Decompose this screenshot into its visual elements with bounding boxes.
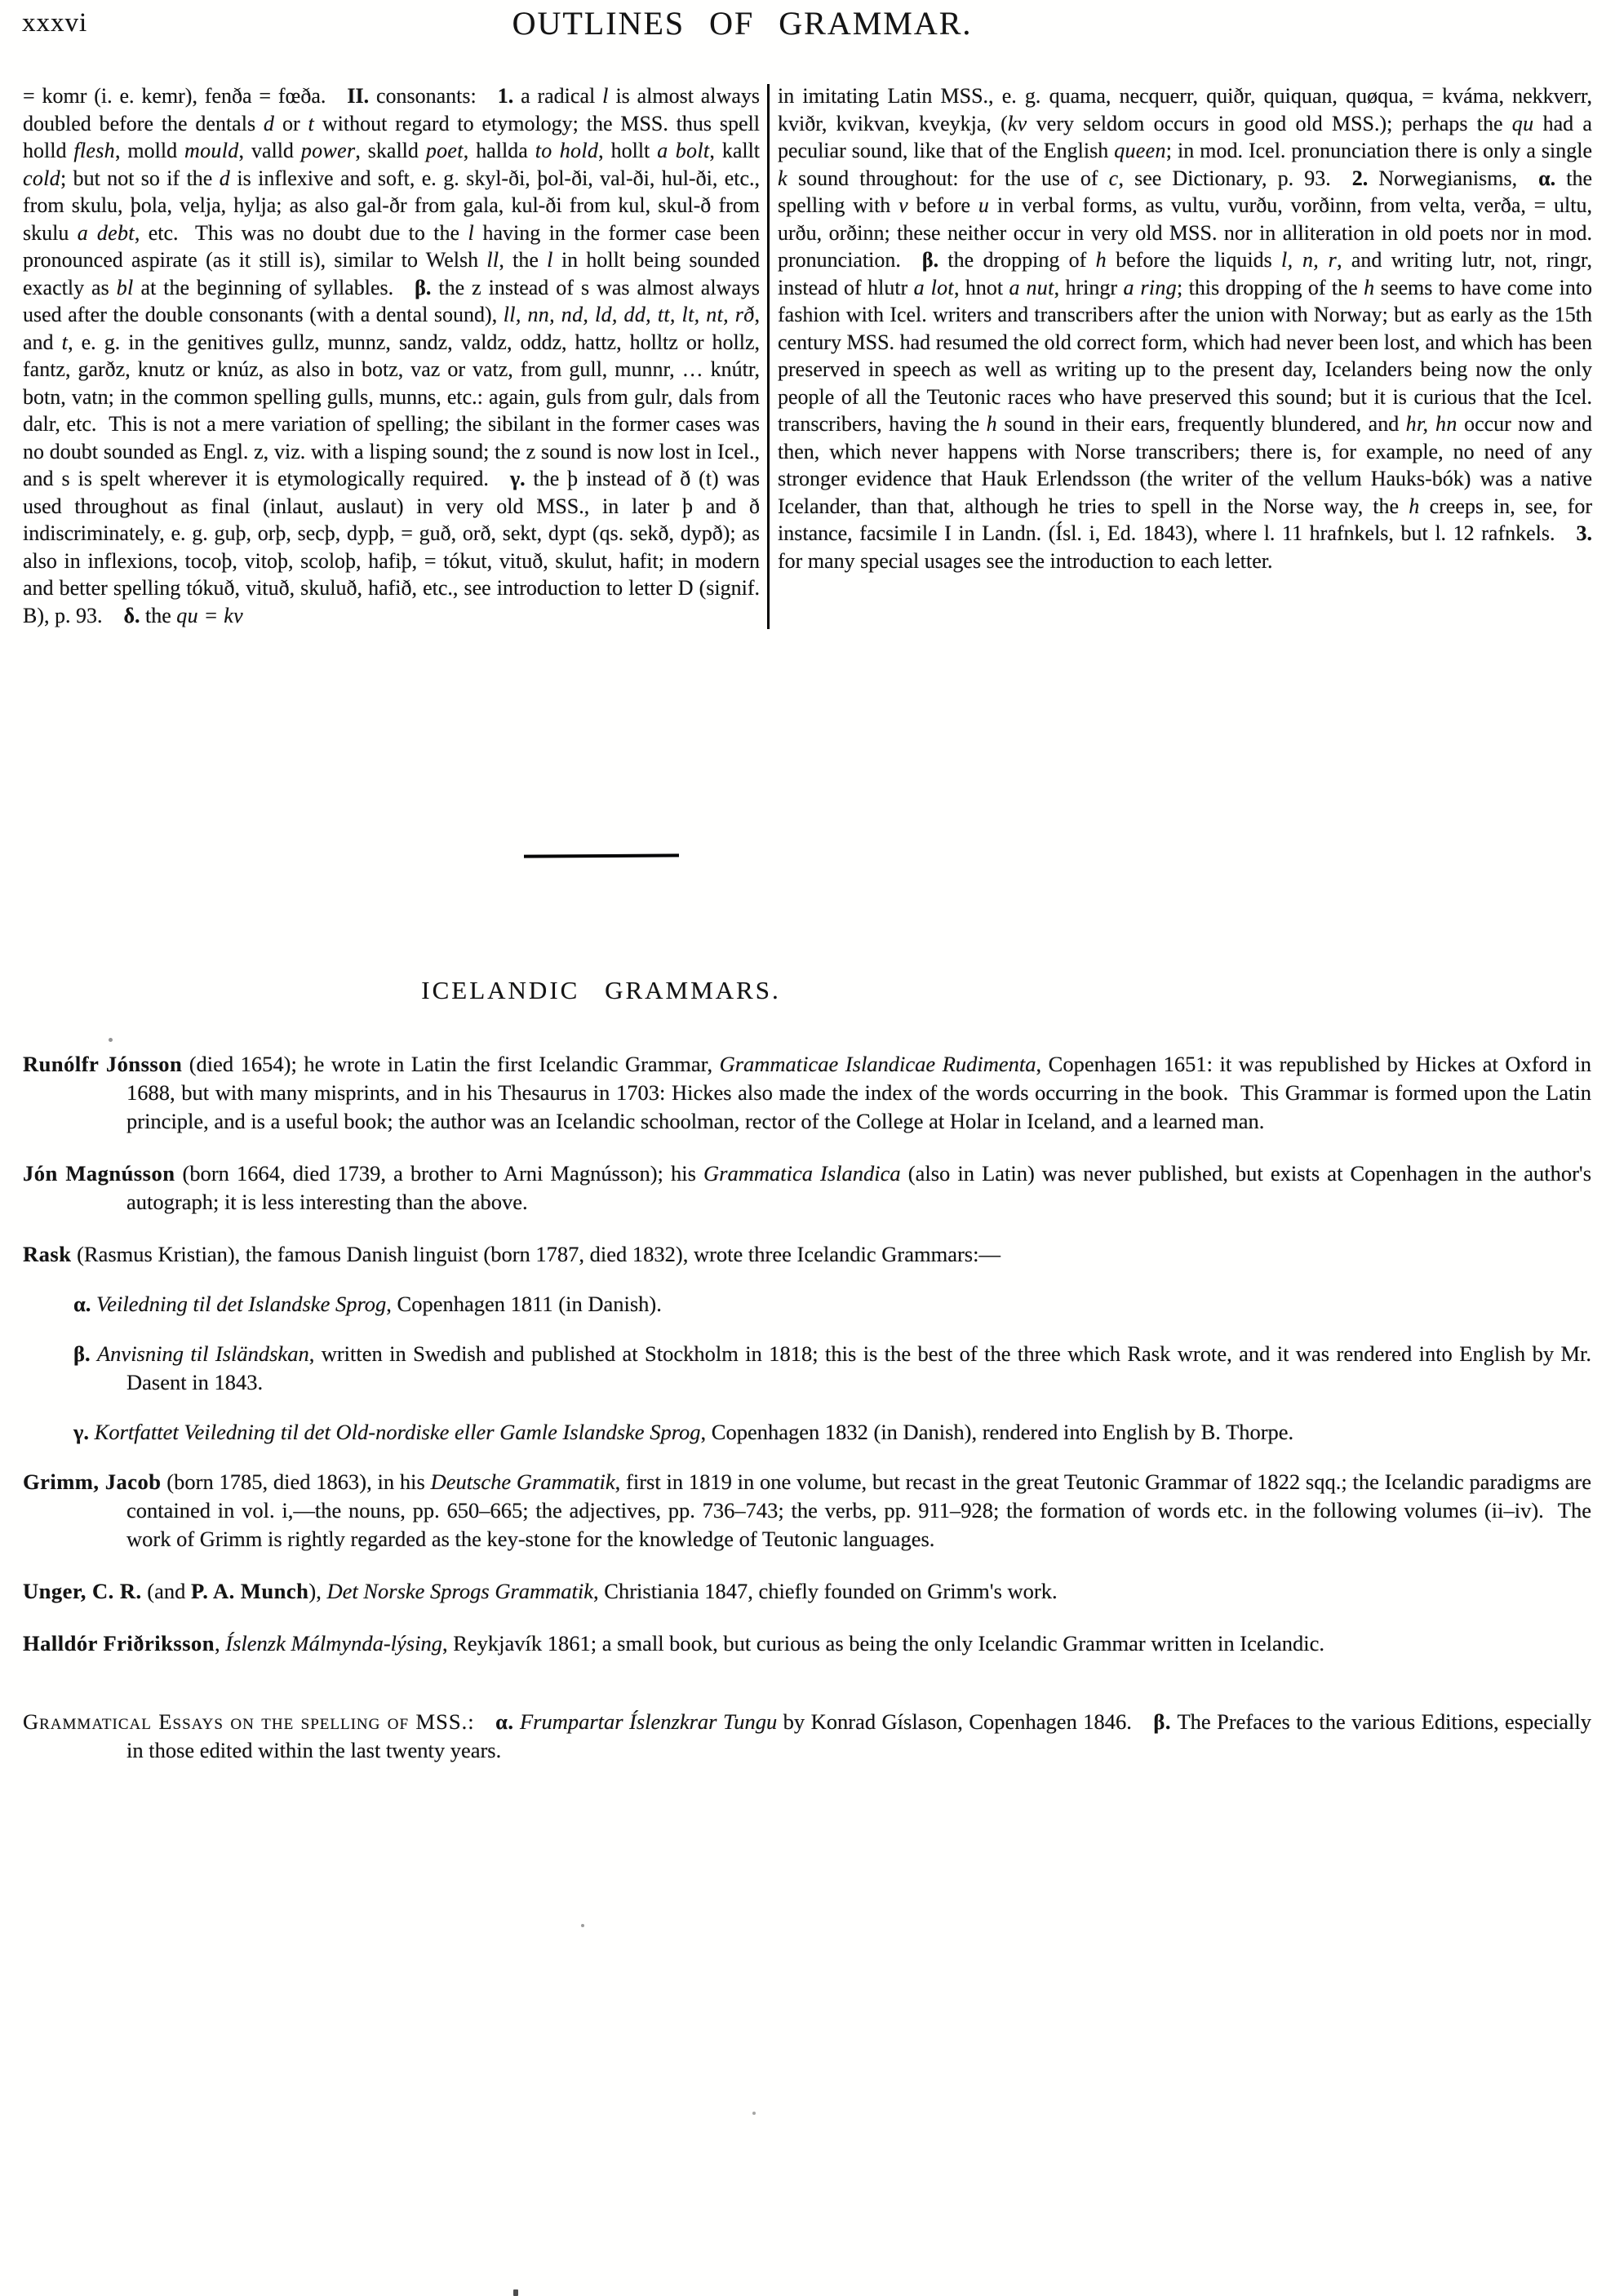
intro-two-column-section: [23, 82, 1592, 629]
bibliography-entry-jon-magnusson: Jón Magnússon (born 1664, died 1739, a brother to Arni Magnússon); his Grammatica Islandica (also in Latin) was never published, but exists at Copenhagen in the author's autograph; it is less interesting than the above.: [23, 1161, 1592, 1214]
ink-speck: [581, 1924, 584, 1927]
page-number: xxxvi: [22, 8, 88, 38]
bibliography-entry-rask: Rask (Rasmus Kristian), the famous Danish linguist (born 1787, died 1832), wrote three Icelandic Grammars:—: [23, 1242, 1001, 1266]
ink-speck: [513, 2289, 518, 2296]
bibliography-subentry-rask-beta: β. Anvisning til Isländskan, written in Swedish and published at Stockholm in 1818; this is the best of the three which Rask wrote, and it was rendered into English by Mr. Dasent in 1843.: [73, 1341, 1592, 1394]
ink-speck: [752, 2112, 756, 2115]
bibliography-entry-grimm: Grimm, Jacob (born 1785, died 1863), in his Deutsche Grammatik, first in 1819 in one volume, but recast in the great Teutonic Grammar of 1822 sqq.; the Icelandic paradigms are contained in vol. i,—the nouns, pp. 650–665; the adjectives, pp. 736–743; the verbs, pp. 911–928; the formation of words etc. in the following volumes (ii–iv). The work of Grimm is rightly regarded as the key-stone for the knowledge of Teutonic languages.: [23, 1469, 1592, 1551]
bibliography-list: [23, 1050, 1591, 1788]
running-title: OUTLINES OF GRAMMAR.: [512, 5, 973, 42]
bibliography-subentry-rask-alpha: α. Veiledning til det Islandske Sprog, Copenhagen 1811 (in Danish).: [73, 1292, 662, 1316]
section-divider-rule: [524, 853, 679, 858]
bibliography-entry-runolfr-jonsson: Runólfr Jónsson (died 1654); he wrote in Latin the first Icelandic Grammar, Grammaticae Islandicae Rudimenta, Copenhagen 1651: it was republished by Hickes at Oxford in 1688, but with many misprints, and in his Thesaurus in 1703: Hickes also made the index of the words occurring in the book. This Grammar is formed upon the Latin principle, and is a useful book; the author was an Icelandic schoolman, rector of the College at Holar in Iceland, and a learned man.: [23, 1052, 1591, 1133]
bibliography-subentry-rask-gamma: γ. Kortfattet Veiledning til det Old-nordiske eller Gamle Islandske Sprog, Copenhagen 1832 (in Danish), rendered into English by B. Thorpe.: [73, 1420, 1294, 1444]
intro-left-column: = komr (i. e. kemr), fenða = fœða. II. consonants: 1. a radical l is almost always doubled before the dentals d or t without regard to etymology; the MSS. thus spell holld flesh, molld mould, valld power, skalld poet, hallda to hold, hollt a bolt, kallt cold; but not so if the d is inflexive and soft, e. g. skyl-ði, þol-ði, val-ði, hul-ði, etc., from skulu, þola, velja, hylja; as also gal-ðr from gala, kul-ði from kul, skul-ð from skulu a debt, etc. This was no doubt due to the l having in the former case been pronounced aspirate (as it still is), similar to Welsh ll, the l in hollt being sounded exactly as bl at the beginning of syllables. β. the z instead of s was almost always used after the double consonants (with a dental sound), ll, nn, nd, ld, dd, tt, lt, nt, rð, and t, e. g. in the genitives gullz, munnz, sandz, valdz, oddz, hattz, holltz or hollz, fantz, garðz, knutz or knúz, as also in botz, vaz or vatz, from gull, munnr, … knútr, botn, vatn; in the common spelling gulls, munns, etc.: again, guls from gulr, dals from dalr, etc. This is not a mere variation of spelling; the sibilant in the former cases was no doubt sounded as Engl. z, viz. with a lisping sound; the z sound is now lost in Icel., and s is spelt wherever it is etymologically required. γ. the þ instead of ð (t) was used throughout as final (inlaut, auslaut) in very old MSS., in later þ and ð indiscriminately, e. g. guþ, orþ, secþ, dypþ, = guð, orð, sekt, dypt (qs. sekð, dypð); as also in inflexions, tocoþ, vitoþ, scoloþ, hafiþ, = tókut, vituð, skulut, hafit; in modern and better spelling tókuð, vituð, skuluð, hafið, etc., see introduction to letter D (signif. B), p. 93. δ. the qu = kv: [23, 84, 761, 627]
bibliography-entry-halldor: Halldór Friðriksson, Íslenzk Málmynda-lýsing, Reykjavík 1861; a small book, but curious as being the only Icelandic Grammar written in Icelandic.: [23, 1631, 1325, 1656]
bibliography-entry-unger: Unger, C. R. (and P. A. Munch), Det Norske Sprogs Grammatik, Christiania 1847, chiefly founded on Grimm's work.: [23, 1579, 1058, 1603]
bibliography-entry-grammatical-essays: Grammatical Essays on the spelling of MSS.: α. Frumpartar Íslenzkrar Tungu by Konrad Gíslason, Copenhagen 1846. β. The Prefaces to the various Editions, especially in those edited within the last twenty years.: [23, 1709, 1591, 1762]
ink-speck: [109, 1038, 113, 1042]
intro-right-column: in imitating Latin MSS., e. g. quama, necquerr, quiðr, quiquan, quøqua, = kváma, nekkverr, kviðr, kvikvan, kveykja, (kv very seldom occurs in good old MSS.); perhaps the qu had a peculiar sound, like that of the English queen; in mod. Icel. pronunciation there is only a single k sound throughout: for the use of c, see Dictionary, p. 93. 2. Norwegianisms, α. the spelling with v before u in verbal forms, as vultu, vurðu, vorðinn, from velta, verða, = ultu, urðu, orðinn; these neither occur in very old MSS. nor in alliteration in old poets nor in mod. pronunciation. β. the dropping of h before the liquids l, n, r, and writing lutr, not, ringr, instead of hlutr a lot, hnot a nut, hringr a ring; this dropping of the h seems to have come into fashion with Icel. writers and transcribers after the union with Norway; but as early as the 15th century MSS. had resumed the old correct form, which had never been lost, and which has been preserved in speech as well as writing up to the present day, Icelanders being now the only people of all the Teutonic races who have preserved this sound; but it is curious that the Icel. transcribers, having the h sound in their ears, frequently blundered, and hr, hn occur now and then, which never happens with Norse transcribers; there is, for example, no need of any stronger evidence that Hauk Erlendsson (the writer of the vellum Hauks-bók) was a native Icelander, than that, although he tries to spell in the Norse way, the h creeps in, see, for instance, facsimile I in Landn. (Ísl. i, Ed. 1843), where l. 11 hrafnkels, but l. 12 rafnkels. 3. for many special usages see the introduction to each letter.: [778, 84, 1593, 573]
section-heading: ICELANDIC GRAMMARS.: [421, 976, 781, 1004]
column-divider-rule: [767, 84, 770, 629]
